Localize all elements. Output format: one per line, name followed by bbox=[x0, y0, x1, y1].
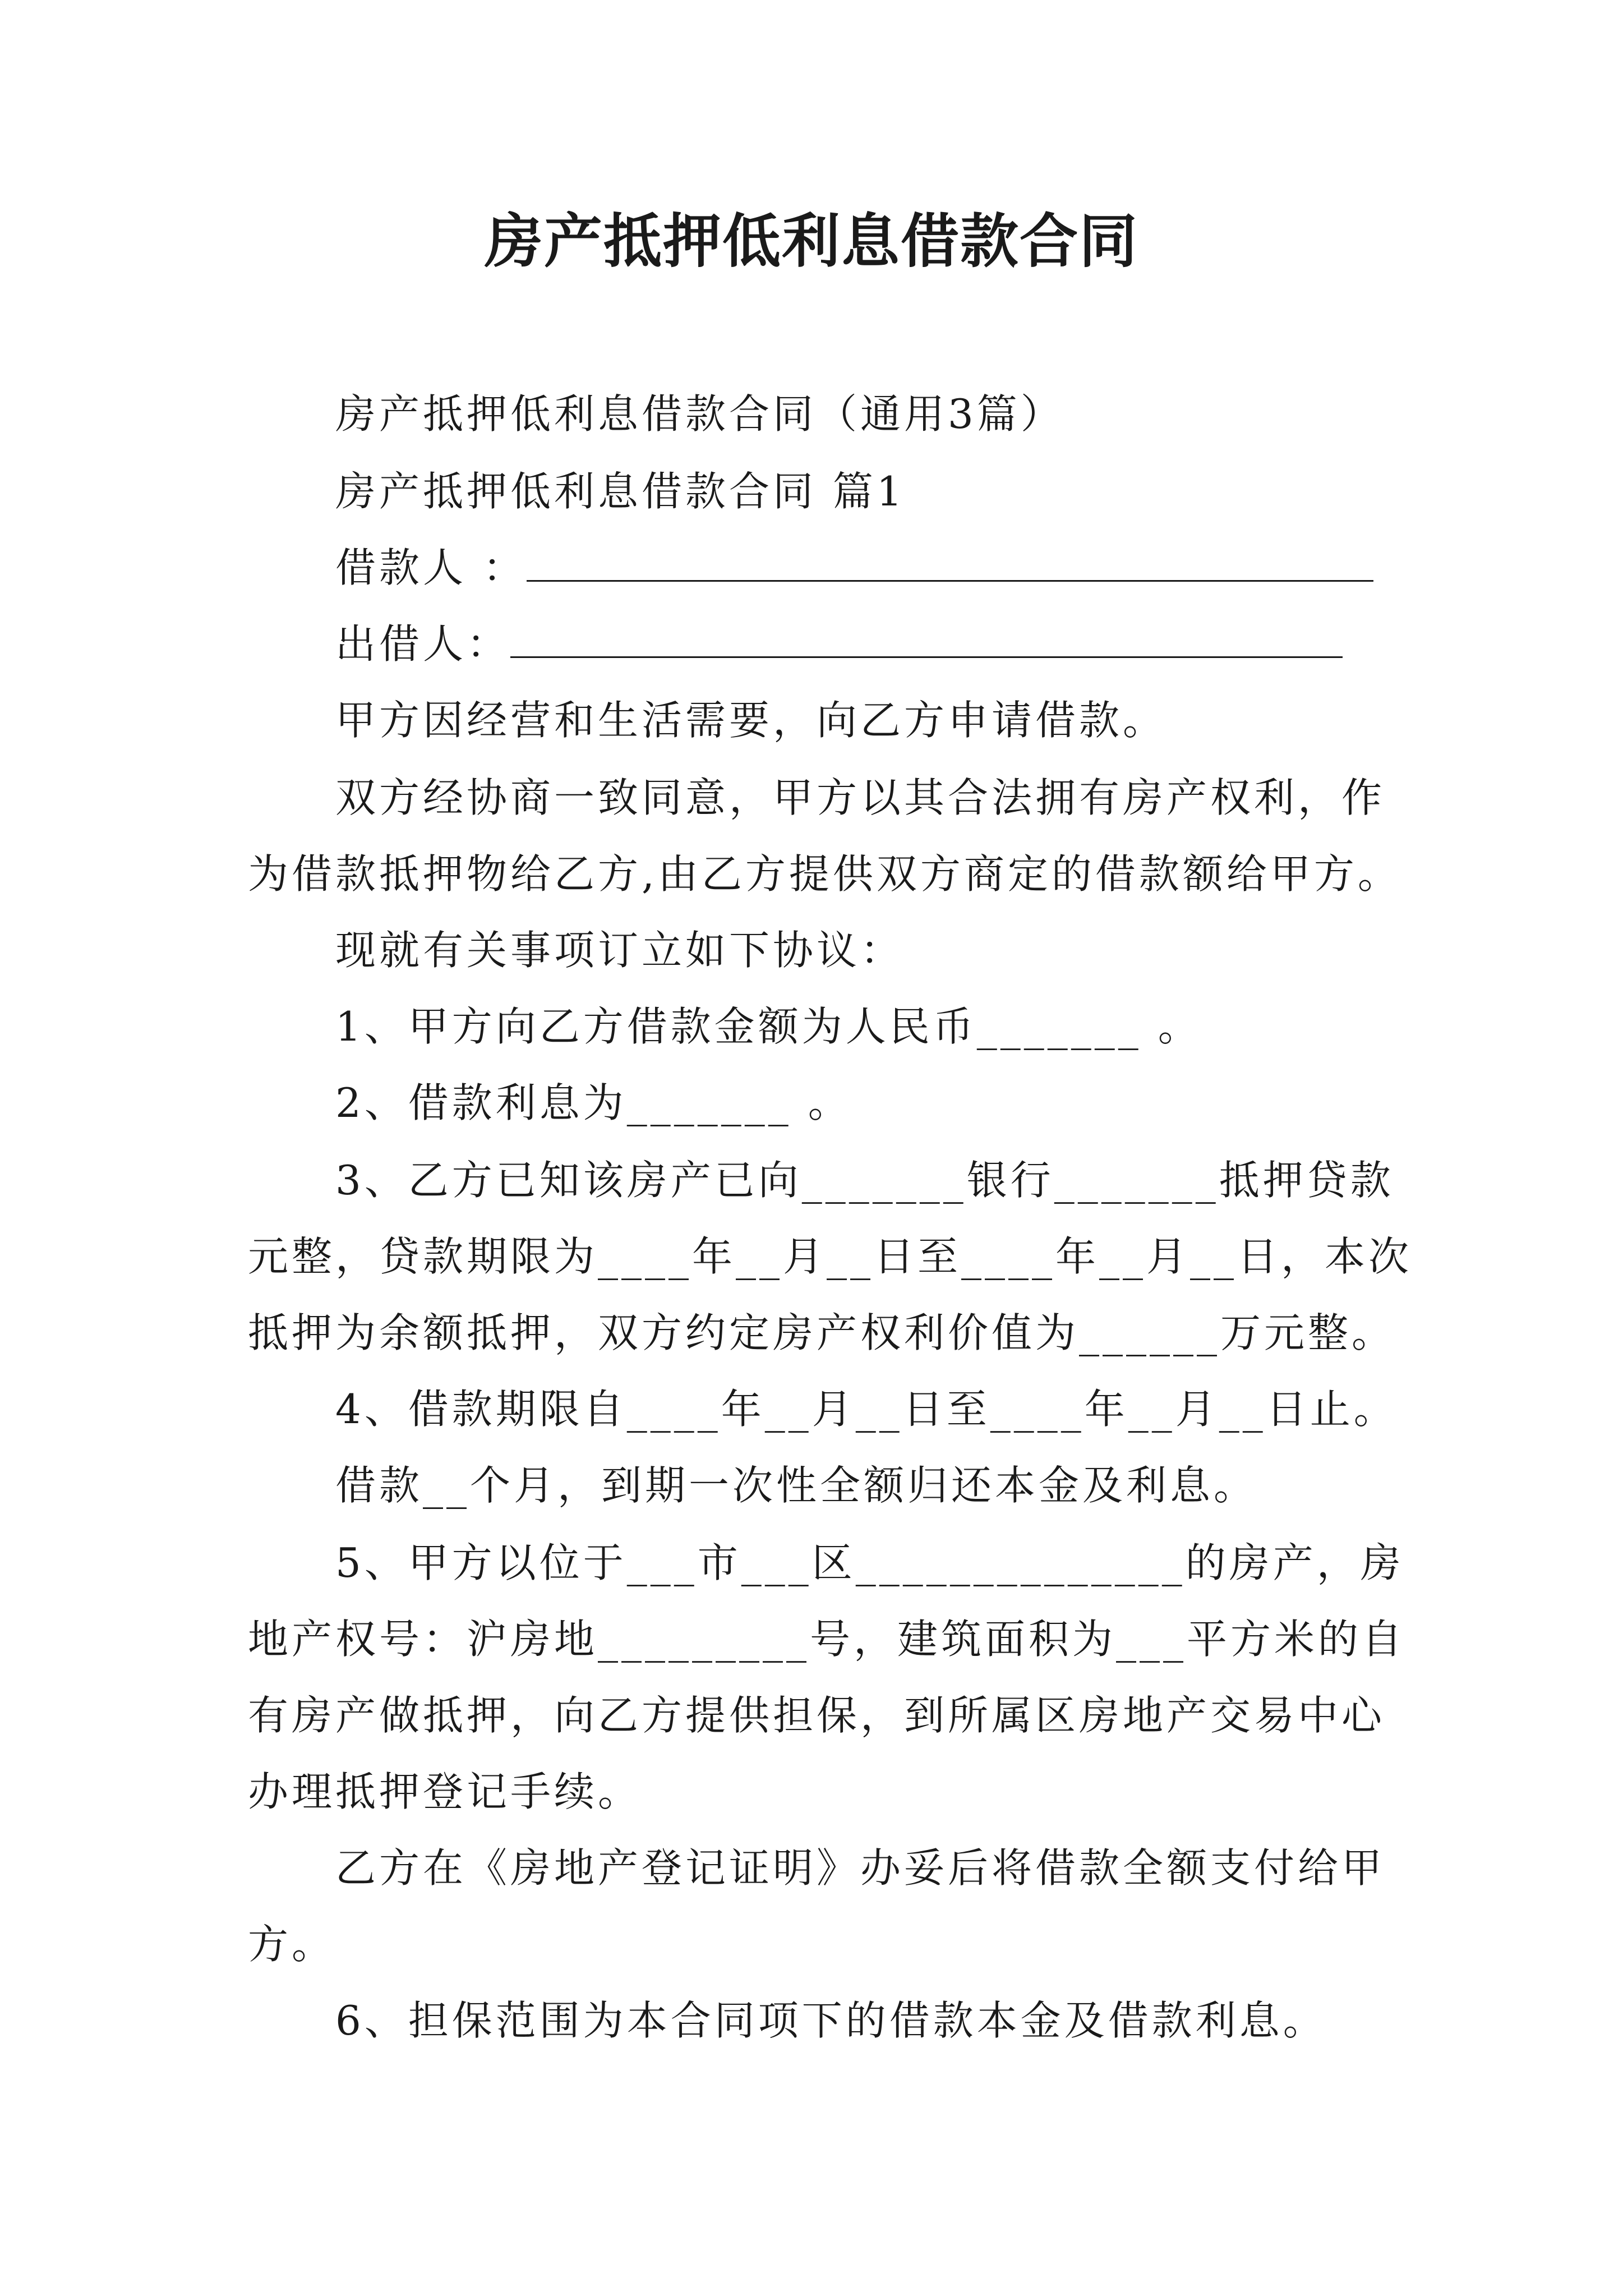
paragraph-line: 甲方因经营和生活需要，向乙方申请借款。 bbox=[335, 697, 1167, 744]
clause-3-line-2: 元整，贷款期限为____年__月__日至____年__月__日，本次 bbox=[248, 1233, 1413, 1280]
clause-5-line-4: 办理抵押登记手续。 bbox=[248, 1768, 642, 1815]
subtitle-part1: 房产抵押低利息借款合同 篇1 bbox=[335, 468, 906, 515]
clause-5-line-1: 5、甲方以位于___市___区______________的房产，房 bbox=[335, 1539, 1404, 1586]
clause-3-line-1: 3、乙方已知该房产已向_______银行_______抵押贷款 bbox=[335, 1157, 1394, 1204]
paragraph-line: 乙方在《房地产登记证明》办妥后将借款全额支付给甲 bbox=[335, 1844, 1386, 1892]
clause-4: 4、借款期限自____年__月__日至____年__月__日止。 bbox=[335, 1386, 1398, 1433]
subtitle-collection: 房产抵押低利息借款合同（通用3篇） bbox=[335, 390, 1064, 438]
clause-4-term: 借款__个月，到期一次性全额归还本金及利息。 bbox=[335, 1462, 1258, 1509]
document-title: 房产抵押低利息借款合同 bbox=[484, 206, 1138, 275]
borrower-label: 借款人 ： bbox=[335, 544, 527, 591]
paragraph-line: 现就有关事项订立如下协议： bbox=[335, 927, 905, 974]
lender-line bbox=[335, 616, 1343, 672]
lender-blank bbox=[510, 616, 1343, 658]
clause-5-line-3: 有房产做抵押，向乙方提供担保，到所属区房地产交易中心 bbox=[248, 1692, 1386, 1739]
paragraph-line: 为借款抵押物给乙方,由乙方提供双方商定的借款额给甲方。 bbox=[248, 850, 1401, 898]
clause-1: 1、甲方向乙方借款金额为人民币_______ 。 bbox=[335, 1003, 1202, 1050]
clause-6: 6、担保范围为本合同项下的借款本金及借款利息。 bbox=[335, 1997, 1327, 2044]
borrower-blank bbox=[527, 540, 1373, 582]
paragraph-line: 方。 bbox=[248, 1921, 336, 1968]
lender-label: 出借人： bbox=[335, 620, 511, 668]
borrower-line bbox=[335, 540, 1373, 596]
clause-3-line-3: 抵押为余额抵押，双方约定房产权利价值为______万元整。 bbox=[248, 1309, 1396, 1356]
clause-2: 2、借款利息为_______ 。 bbox=[335, 1079, 852, 1126]
clause-5-line-2: 地产权号：沪房地_________号，建筑面积为___平方米的自 bbox=[248, 1616, 1406, 1663]
paragraph-line: 双方经协商一致同意，甲方以其合法拥有房产权利，作 bbox=[335, 774, 1386, 821]
